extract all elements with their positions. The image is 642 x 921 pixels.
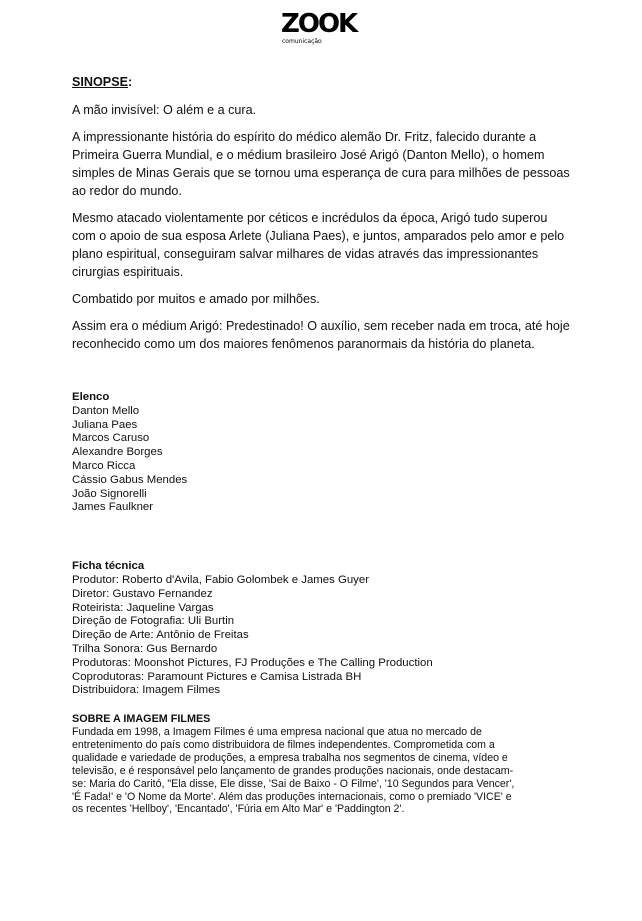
about-line: qualidade e variedade de produções, a empresa trabalha nos segmentos de cinema, vídeo e: [72, 751, 508, 764]
credits-heading: Ficha técnica: [72, 560, 145, 573]
cast-member: Danton Mello: [72, 404, 140, 417]
about-line: os recentes 'Hellboy', 'Encantado', 'Fúria em Alto Mar' e 'Paddington 2'.: [72, 803, 405, 816]
cast-member: James Faulkner: [72, 501, 154, 514]
logo-mark: ZOOK: [281, 9, 357, 39]
about-section: [72, 713, 582, 816]
synopsis-paragraph: A mão invisível: O além e a cura.: [72, 103, 257, 117]
synopsis-paragraph: A impressionante história do espírito do médico alemão Dr. Fritz, falecido durante a Primeira Guerra Mundial, e o médium brasileiro José Arigó (Danton Mello), o homem simples de Minas Gerais que se tornou uma esperança de cura para milhões de pessoas ao redor do mundo.: [72, 130, 570, 198]
credit-line: Diretor: Gustavo Fernandez: [72, 587, 213, 600]
credit-line: Trilha Sonora: Gus Bernardo: [72, 642, 218, 655]
cast-member: João Signorelli: [72, 487, 147, 500]
synopsis-paragraph: Mesmo atacado violentamente por céticos e incrédulos da época, Arigó tudo superou com o apoio de sua esposa Arlete (Juliana Paes), e juntos, amparados pelo amor e pelo plano espiritual, conseguiram salvar milhares de vidas através das impressionantes cirurgias espirituais.: [72, 211, 565, 279]
cast-member: Alexandre Borges: [72, 446, 163, 459]
credit-line: Direção de Arte: Antônio de Freitas: [72, 629, 249, 642]
synopsis-paragraph: Assim era o médium Arigó: Predestinado! O auxílio, sem receber nada em troca, até hoje reconhecido como um dos maiores fenômenos paranormais da história do planeta.: [72, 319, 570, 351]
about-heading: SOBRE A IMAGEM FILMES: [72, 713, 211, 726]
cast-section: [72, 391, 582, 515]
company-logo: [281, 10, 371, 46]
about-line: 'É Fada!' e 'O Nome da Morte'. Além das produções internacionais, como o premiado 'VICE' e: [72, 790, 512, 803]
credit-line: Direção de Fotografia: Uli Burtin: [72, 615, 235, 628]
credit-line: Produtoras: Moonshot Pictures, FJ Produções e The Calling Production: [72, 656, 433, 669]
synopsis-section: [72, 73, 572, 353]
synopsis-heading: [72, 73, 572, 91]
cast-member: Juliana Paes: [72, 418, 138, 431]
about-line: se: Maria do Caritó, "Ela disse, Ele disse, 'Sai de Baixo - O Filme', '10 Segundos para Vencer',: [72, 777, 515, 790]
about-line: Fundada em 1998, a Imagem Filmes é uma empresa nacional que atua no mercado de: [72, 726, 482, 739]
about-line: televisão, e é responsável pelo lançamento de grandes produções nacionais, onde destacam-: [72, 764, 514, 777]
synopsis-heading-text: SINOPSE: [72, 75, 128, 89]
cast-member: Cássio Gabus Mendes: [72, 473, 188, 486]
cast-heading: Elenco: [72, 391, 110, 403]
credit-line: Roteirista: Jaqueline Vargas: [72, 601, 214, 614]
credits-section: [72, 560, 582, 698]
synopsis-paragraph: Combatido por muitos e amado por milhões.: [72, 292, 320, 306]
about-line: entretenimento do país como distribuidora de filmes independentes. Comprometida com a: [72, 738, 495, 751]
cast-member: Marco Ricca: [72, 459, 136, 472]
credit-line: Produtor: Roberto d'Avila, Fabio Golombek e James Guyer: [72, 573, 369, 586]
credit-line: Coprodutoras: Paramount Pictures e Camisa Listrada BH: [72, 670, 362, 683]
credit-line: Distribuidora: Imagem Filmes: [72, 684, 221, 697]
logo-subtitle: comunicação: [282, 38, 322, 45]
synopsis-heading-colon: :: [128, 75, 133, 89]
cast-member: Marcos Caruso: [72, 432, 150, 445]
